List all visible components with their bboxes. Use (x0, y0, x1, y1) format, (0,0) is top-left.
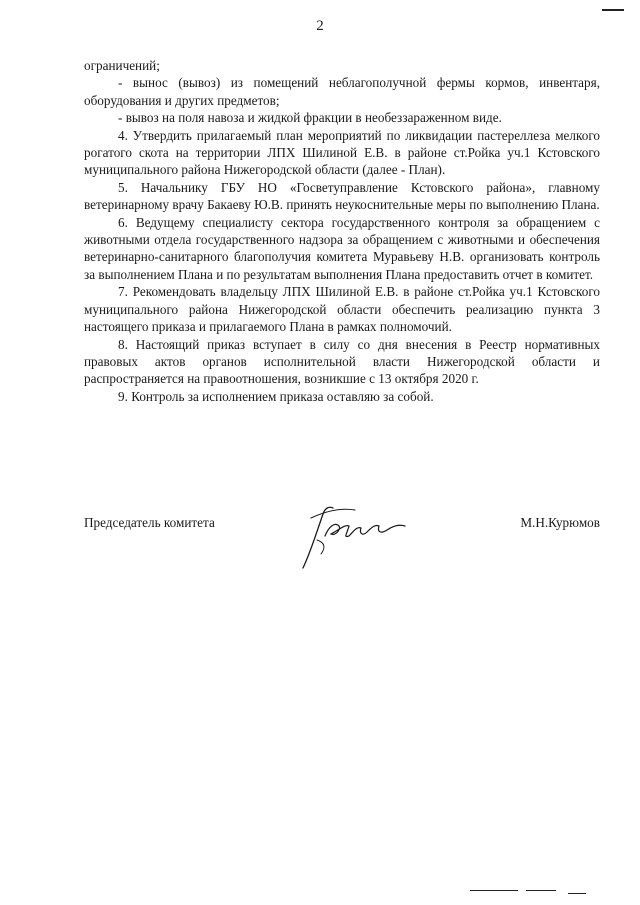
paragraph-removal-items: - вынос (вывоз) из помещений неблагополучной фермы кормов, инвентаря, оборудования и других предметов; (84, 75, 600, 108)
paragraph-manure-removal: - вывоз на поля навоза и жидкой фракции в необеззараженном виде. (118, 110, 502, 126)
signatory-name: М.Н.Курюмов (520, 515, 600, 530)
paragraph-limitations: ограничений; (84, 58, 160, 73)
paragraph-item-7: 7. Рекомендовать владельцу ЛПХ Шилиной Е.В. в районе ст.Ройка уч.1 Кстовского муниципального района Нижегородской области обеспечить реализацию пункта 3 настоящего приказа и прилагаемого Плана в рамках полномочий. (84, 284, 600, 335)
scan-artifact-bottom-right-1 (470, 890, 518, 891)
scan-artifact-bottom-right-3 (568, 893, 586, 894)
paragraph-item-9: 9. Контроль за исполнением приказа оставляю за собой. (118, 388, 434, 404)
handwritten-signature (283, 496, 413, 576)
signatory-title: Председатель комитета (84, 515, 215, 530)
page-number: 2 (316, 18, 324, 34)
scan-artifact-top-right (602, 9, 624, 11)
scan-artifact-bottom-right-2 (526, 890, 556, 891)
document-body (84, 57, 600, 405)
paragraph-item-4: 4. Утвердить прилагаемый план мероприятий по ликвидации пастереллеза мелкого рогатого скота на территории ЛПХ Шилиной Е.В. в районе ст.Ройка уч.1 Кстовского муниципального района Нижегородской области (далее - План). (84, 127, 600, 178)
paragraph-item-6: 6. Ведущему специалисту сектора государственного контроля за обращением с животными отдела государственного надзора за обращением с животными и обеспечения ветеринарно-санитарного благополучия комитета Муравьеву Н.В. организовать контроль за выполнением Плана и по результатам выполнения Плана предоставить отчет в комитет. (84, 214, 600, 282)
paragraph-item-8: 8. Настоящий приказ вступает в силу со дня внесения в Реестр нормативных правовых актов органов исполнительной власти Нижегородской области и распространяется на правоотношения, возникшие с 13 октября 2020 г. (84, 336, 600, 387)
paragraph-item-5: 5. Начальнику ГБУ НО «Госветуправление Кстовского района», главному ветеринарному врачу Бакаеву Ю.В. принять неукоснительные меры по выполнению Плана. (84, 179, 600, 213)
